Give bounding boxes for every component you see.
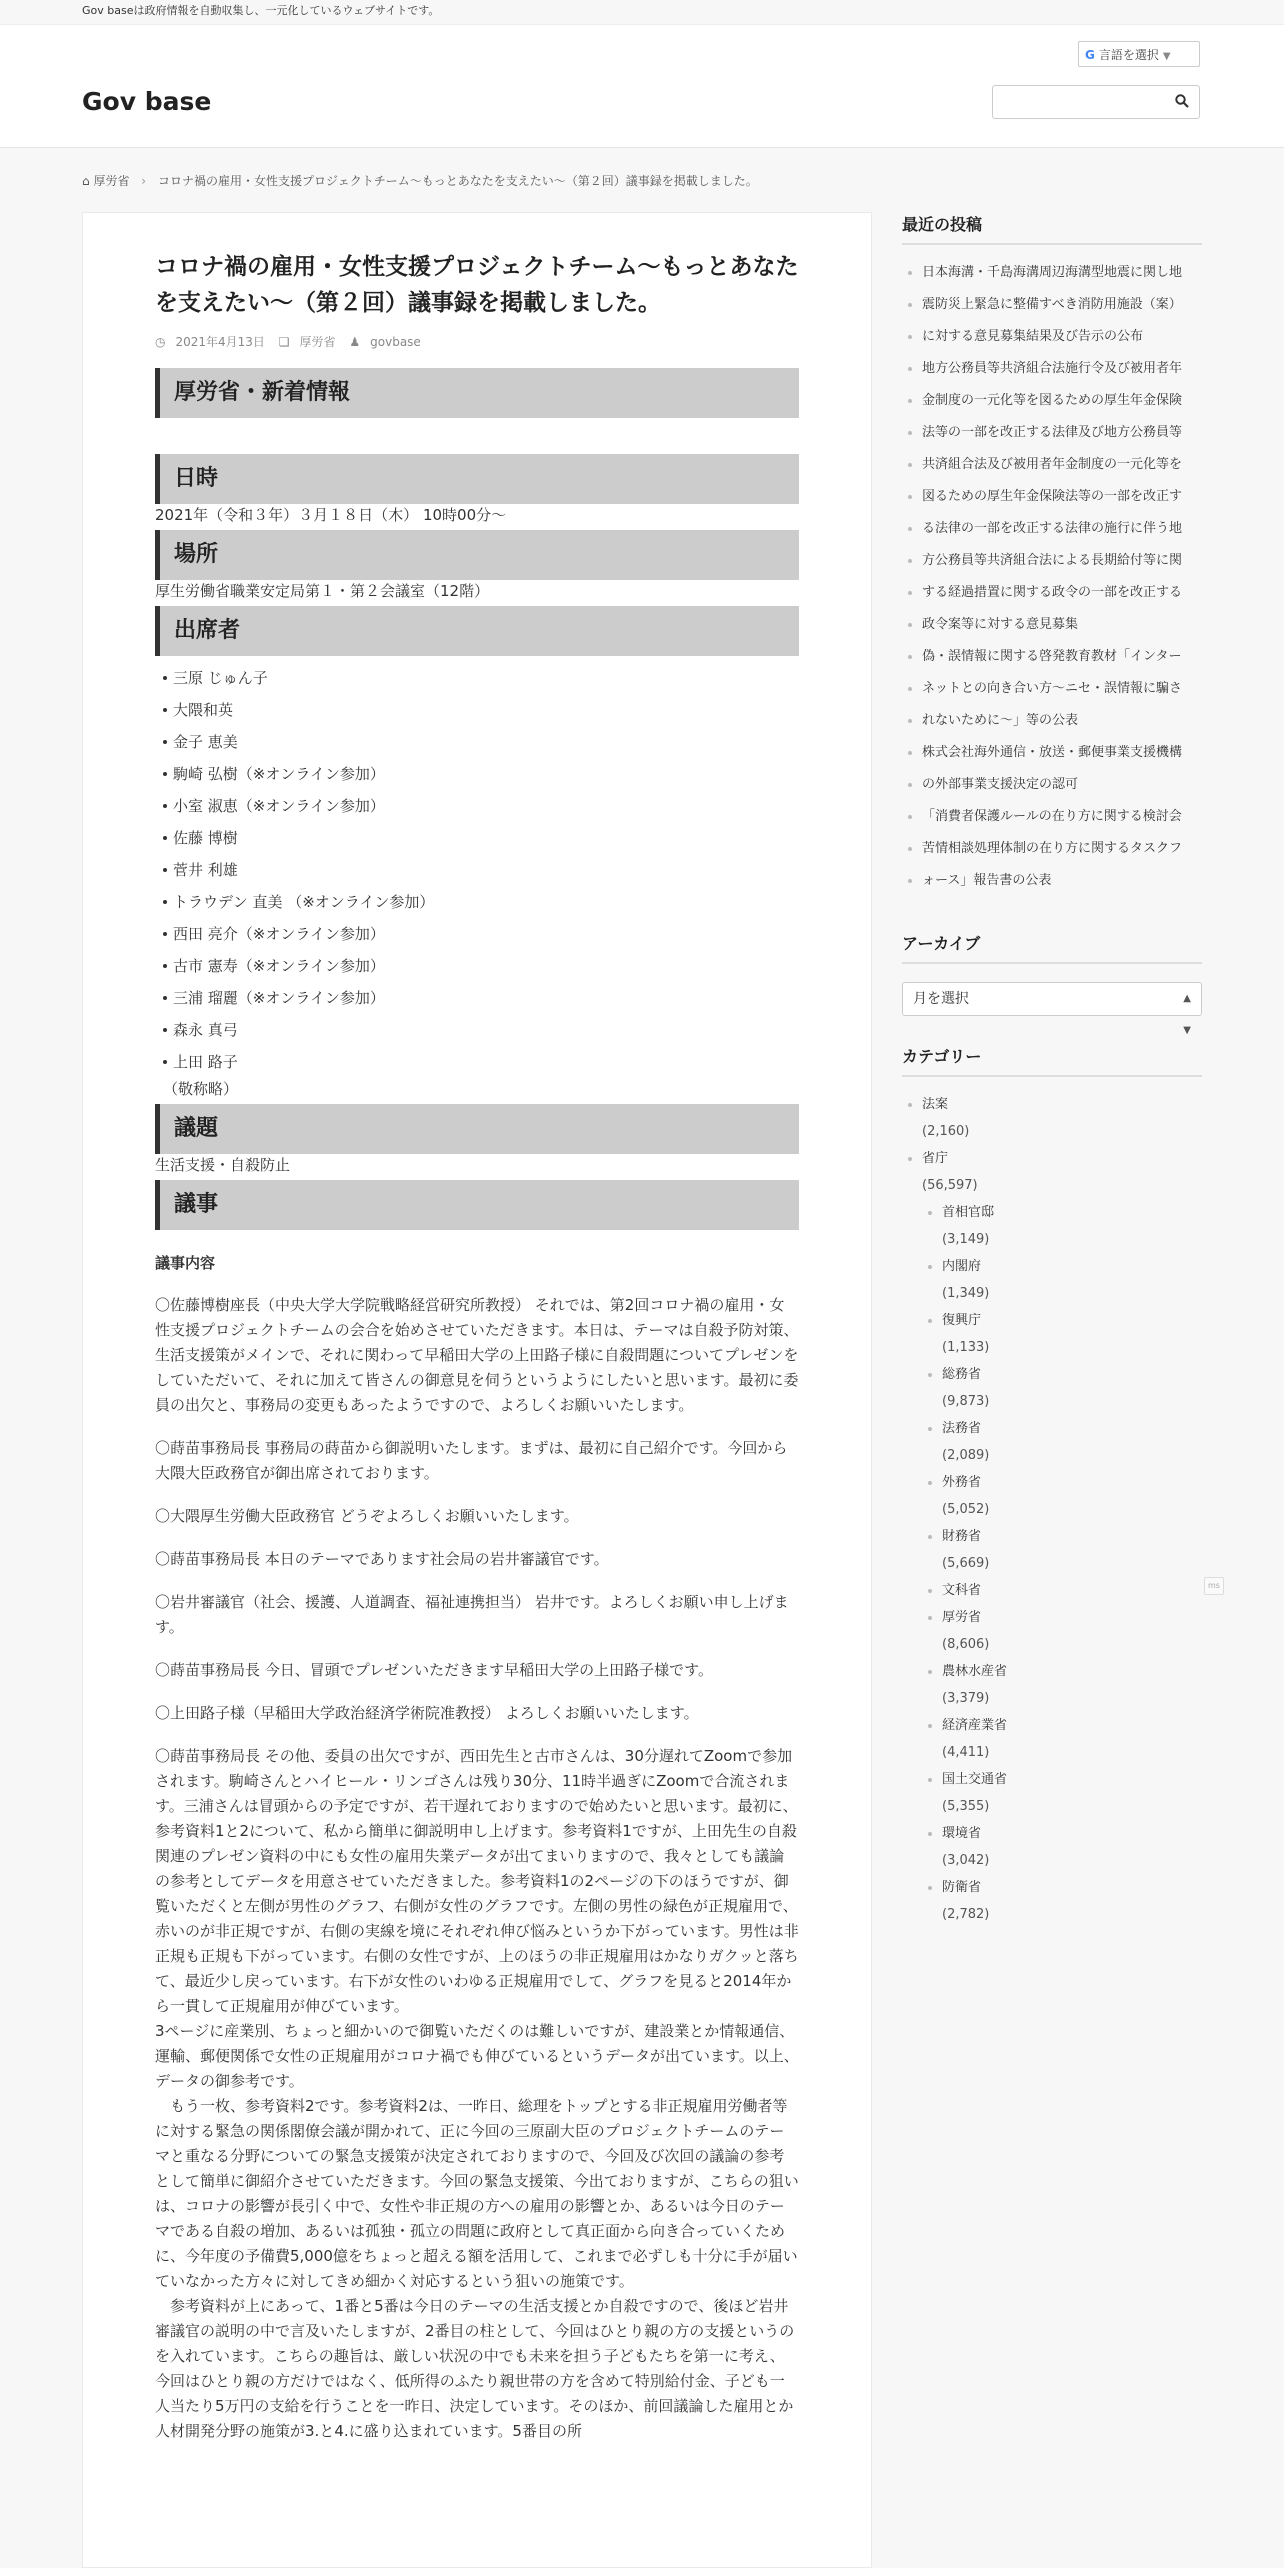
recent-post-link[interactable]: 偽・誤情報に関する啓発教育教材「インター (902, 641, 1202, 673)
breadcrumb-current: コロナ禍の雇用・女性支援プロジェクトチーム〜もっとあなたを支えたい〜（第２回）議事録を掲載しました。 (157, 174, 758, 188)
list-item: 古市 憲寿（※オンライン参加） (163, 950, 799, 982)
minutes-paragraph: 〇上田路子様（早稲田大学政治経済学術院准教授） よろしくお願いいたします。 (155, 1704, 699, 1722)
chevron-down-icon: ▼ (1162, 51, 1171, 62)
main-content (82, 212, 872, 2568)
chevron-right-icon: › (141, 174, 147, 188)
minutes-paragraph: 〇蒔苗事務局長 本日のテーマであります社会局の岩井審議官です。 (155, 1550, 609, 1568)
recent-post-link[interactable]: 地方公務員等共済組合法施行令及び被用者年 (902, 353, 1202, 385)
recent-post-link[interactable]: する経過措置に関する政令の一部を改正する (902, 577, 1202, 609)
honorific-note: （敬称略） (163, 1080, 239, 1098)
category-name[interactable]: 文科省 (942, 1583, 982, 1598)
folder-icon: ❏ (278, 335, 290, 349)
list-item: 森永 真弓 (163, 1014, 799, 1046)
article-author[interactable]: govbase (370, 335, 421, 349)
search-box (992, 85, 1200, 119)
category-count: (2,160) (922, 1124, 970, 1139)
article-date: 2021年4月13日 (175, 335, 265, 349)
archive-select-value: 月を選択 (913, 991, 969, 1007)
section-heading-place: 場所 (155, 530, 799, 580)
category-name[interactable]: 財務省 (942, 1529, 982, 1544)
category-item[interactable] (922, 1523, 1202, 1577)
minutes-paragraph: 〇蒔苗事務局長 今日、冒頭でプレゼンいただきます早稲田大学の上田路子様です。 (155, 1661, 713, 1679)
category-count: (9,873) (942, 1394, 990, 1409)
section-heading-attendees: 出席者 (155, 606, 799, 656)
category-count: (56,597) (922, 1178, 978, 1193)
category-count: (3,149) (942, 1232, 990, 1247)
breadcrumb (82, 172, 758, 189)
category-count: (2,782) (942, 1907, 990, 1922)
category-count: (3,042) (942, 1853, 990, 1868)
recent-post-link[interactable]: 株式会社海外通信・放送・郵便事業支援機構 (902, 737, 1202, 769)
site-notice: Gov baseは政府情報を自動収集し、一元化しているウェブサイトです。 (0, 0, 1284, 25)
recent-post-link[interactable]: 政令案等に対する意見募集 (902, 609, 1202, 641)
article (155, 249, 799, 2444)
subcategory-list (922, 1199, 1220, 1928)
list-item: 三浦 瑠麗（※オンライン参加） (163, 982, 799, 1014)
list-item: 金子 恵美 (163, 726, 799, 758)
archive-title: アーカイブ (902, 931, 1202, 964)
category-item[interactable] (922, 1307, 1202, 1361)
breadcrumb-home-link[interactable]: 厚労省 (93, 174, 130, 188)
recent-post-link[interactable]: 共済組合法及び被用者年金制度の一元化等を (902, 449, 1202, 481)
recent-post-link[interactable]: 日本海溝・千島海溝周辺海溝型地震に関し地 (902, 257, 1202, 289)
article-title: コロナ禍の雇用・女性支援プロジェクトチーム〜もっとあなたを支えたい〜（第２回）議事録を掲載しました。 (155, 254, 799, 316)
category-item[interactable] (922, 1820, 1202, 1874)
recent-post-link[interactable]: 方公務員等共済組合法による長期給付等に関 (902, 545, 1202, 577)
category-name[interactable]: 厚労省 (942, 1610, 982, 1625)
minutes-paragraph: 〇佐藤博樹座長（中央大学大学院戦略経営研究所教授） それでは、第2回コロナ禍の雇用・女性支援プロジェクトチームの会合を始めさせていただきます。本日は、テーマは自殺予防対策、生活支援策がメインで、それに関わって早稲田大学の上田路子様に自殺問題についてプレゼンをしていただいて、それに加えて皆さんの御意見を伺うというようにしたいと思います。最初に委員の出欠と、事務局の変更もあったようですので、よろしくお願いいたします。 (155, 1296, 799, 1414)
category-item[interactable] (922, 1361, 1202, 1415)
list-item: 上田 路子 (163, 1046, 799, 1078)
category-name[interactable]: 首相官邸 (942, 1205, 995, 1220)
category-count: (4,411) (942, 1745, 990, 1760)
minutes-paragraph: 〇蒔苗事務局長 その他、委員の出欠ですが、西田先生と古市さんは、30分遅れてZoomで参加されます。駒崎さんとハイヒール・リンゴさんは残り30分、11時半過ぎにZoomで合流されます。三浦さんは冒頭からの予定ですが、若干遅れておりますので始めたいと思います。最初に、参考資料1と2について、私から簡単に御説明申し上げます。参考資料1ですが、上田先生の自殺関連のプレゼン資料の中にも女性の雇用失業データが出てまいりますので、我々としても議論の参考としてデータを用意させていただきました。参考資料1の2ページの下のほうですが、御覧いただくと左側が男性のグラフ、右側が女性のグラフです。左側の男性の緑色が正規雇用で、赤いのが非正規ですが、右側の実線を境にそれぞれ伸び悩みというか下がっています。男性は非正規も正規も下がっています。右側の女性ですが、上のほうの非正規雇用はかなりガクッと落ちて、最近少し戻っています。右下が女性のいわゆる正規雇用でして、グラフを見ると2014年から一貫して正規雇用が伸びています。 (155, 1747, 799, 2015)
category-item[interactable] (922, 1604, 1202, 1658)
list-item: 西田 亮介（※オンライン参加） (163, 918, 799, 950)
recent-post-link[interactable]: 図るための厚生年金保険法等の一部を改正す (902, 481, 1202, 513)
recent-post-link[interactable]: 金制度の一元化等を図るための厚生年金保険 (902, 385, 1202, 417)
recent-post-link[interactable]: の外部事業支援決定の認可 (902, 769, 1202, 801)
list-item: 佐藤 博樹 (163, 822, 799, 854)
place-text: 厚生労働省職業安定局第１・第２会議室（12階） (155, 582, 490, 600)
recent-post-link[interactable]: 法等の一部を改正する法律及び地方公務員等 (902, 417, 1202, 449)
select-arrows-icon: ▲ ▼ (1183, 993, 1191, 1036)
list-item: 三原 じゅん子 (163, 662, 799, 694)
minutes-heading: 議事内容 (155, 1254, 216, 1272)
category-count: (5,052) (942, 1502, 990, 1517)
google-logo-icon: G (1085, 48, 1095, 62)
category-count: (1,133) (942, 1340, 990, 1355)
list-item: 大隈和英 (163, 694, 799, 726)
section-heading-agenda: 議題 (155, 1104, 799, 1154)
category-name[interactable]: 総務省 (942, 1367, 982, 1382)
category-name[interactable]: 省庁 (922, 1151, 949, 1166)
category-item[interactable] (922, 1766, 1202, 1820)
list-item: 菅井 利雄 (163, 854, 799, 886)
minutes-body (155, 1293, 799, 2444)
category-title: カテゴリー (902, 1044, 1202, 1077)
category-name[interactable]: 農林水産省 (942, 1664, 1008, 1679)
category-count: (3,379) (942, 1691, 990, 1706)
category-count: (2,089) (942, 1448, 990, 1463)
category-item[interactable] (922, 1199, 1202, 1253)
category-name[interactable]: 復興庁 (942, 1313, 982, 1328)
recent-post-link[interactable]: れないために〜」等の公表 (902, 705, 1202, 737)
category-name[interactable]: 環境省 (942, 1826, 982, 1841)
category-item[interactable] (922, 1415, 1202, 1469)
recent-post-link[interactable]: 震防災上緊急に整備すべき消防用施設（案） (902, 289, 1202, 321)
category-item[interactable] (922, 1253, 1202, 1307)
sidebar (902, 212, 1220, 1928)
article-category[interactable]: 厚労省 (299, 335, 336, 349)
clock-icon: ◷ (155, 335, 166, 349)
category-badge: ms (1204, 1577, 1224, 1595)
minutes-paragraph: 〇蒔苗事務局長 事務局の蒔苗から御説明いたします。まずは、最初に自己紹介です。今回から大隈大臣政務官が御出席されております。 (155, 1439, 788, 1482)
category-item[interactable] (902, 1145, 1220, 1928)
category-name[interactable]: 法案 (922, 1097, 949, 1112)
category-count: (5,355) (942, 1799, 990, 1814)
category-name[interactable]: 国土交通省 (942, 1772, 1008, 1787)
minutes-paragraph: 3ページに産業別、ちょっと細かいので御覧いただくのは難しいですが、建設業とか情報通信、運輸、郵便関係で女性の正規雇用がコロナ禍でも伸びているというデータが出ています。以上、データの御参考です。 (155, 2022, 799, 2090)
category-count: (8,606) (942, 1637, 990, 1652)
category-name[interactable]: 外務省 (942, 1475, 982, 1490)
recent-post-link[interactable]: 「消費者保護ルールの在り方に関する検討会 (902, 801, 1202, 833)
minutes-paragraph: もう一枚、参考資料2です。参考資料2は、一昨日、総理をトップとする非正規雇用労働者等に対する緊急の関係閣僚会議が開かれて、正に今回の三原副大臣のプロジェクトチームのテーマと重なる分野についての緊急支援策が決定されておりますので、今回及び次回の議論の参考として簡単に御紹介させていただきます。今回の緊急支援策、今出ておりますが、こちらの狙いは、コロナの影響が長引く中で、女性や非正規の方への雇用の影響とか、あるいは今日のテーマである自殺の増加、あるいは孤独・孤立の問題に政府として真正面から向き合っていくために、今年度の予備費5,000億をちょっと超える額を活用して、これまで必ずしも十分に手が届いていなかった方々に対してきめ細かく対応するという狙いの施策です。 (155, 2097, 799, 2290)
category-item[interactable] (922, 1658, 1202, 1712)
section-heading-minutes: 議事 (155, 1180, 799, 1230)
list-item: 小室 淑恵（※オンライン参加） (163, 790, 799, 822)
recent-post-link[interactable]: ネットとの向き合い方〜ニセ・誤情報に騙さ (902, 673, 1202, 705)
category-item[interactable] (922, 1874, 1202, 1928)
category-item[interactable] (922, 1469, 1202, 1523)
language-select[interactable] (1078, 41, 1200, 67)
category-list (902, 1091, 1220, 1928)
language-select-label: 言語を選択 (1098, 48, 1159, 62)
recent-post-link[interactable]: 苦情相談処理体制の在り方に関するタスクフ (902, 833, 1202, 865)
section-heading-date: 日時 (155, 454, 799, 504)
category-count: (5,669) (942, 1556, 990, 1571)
category-item[interactable] (922, 1577, 1220, 1604)
archive-select[interactable] (902, 982, 1202, 1036)
agenda-text: 生活支援・自殺防止 (155, 1156, 291, 1174)
site-header (0, 25, 1284, 148)
recent-posts-list (902, 257, 1202, 897)
site-title[interactable]: Gov base (82, 87, 212, 116)
minutes-paragraph: 〇岩井審議官（社会、援護、人道調査、福祉連携担当） 岩井です。よろしくお願い申し上げます。 (155, 1593, 789, 1636)
category-item[interactable] (902, 1091, 1202, 1145)
list-item: 駒崎 弘樹（※オンライン参加） (163, 758, 799, 790)
attendee-list (155, 662, 799, 1078)
section-heading-news: 厚労省・新着情報 (155, 368, 799, 418)
category-name[interactable]: 法務省 (942, 1421, 982, 1436)
category-name[interactable]: 防衛省 (942, 1880, 982, 1895)
home-icon: ⌂ (82, 174, 90, 188)
category-item[interactable] (922, 1712, 1202, 1766)
category-name[interactable]: 経済産業省 (942, 1718, 1008, 1733)
category-name[interactable]: 内閣府 (942, 1259, 982, 1274)
recent-posts-title: 最近の投稿 (902, 212, 1202, 245)
article-meta (155, 333, 799, 350)
search-input[interactable] (997, 87, 1171, 119)
recent-post-link[interactable]: ォース」報告書の公表 (902, 865, 1202, 897)
recent-post-link[interactable]: る法律の一部を改正する法律の施行に伴う地 (902, 513, 1202, 545)
user-icon: ♟ (349, 335, 361, 349)
minutes-paragraph: 〇大隈厚生労働大臣政務官 どうぞよろしくお願いいたします。 (155, 1507, 579, 1525)
date-text: 2021年（令和３年）３月１８日（木） 10時00分〜 (155, 506, 507, 524)
minutes-paragraph: 参考資料が上にあって、1番と5番は今日のテーマの生活支援とか自殺ですので、後ほど岩井審議官の説明の中で言及いたしますが、2番目の柱として、今回はひとり親の方の支援というのを入れています。こちらの趣旨は、厳しい状況の中でも未来を担う子どもたちを第一に考え、今回はひとり親の方だけではなく、低所得のふたり親世帯の方を含めて特別給付金、子ども一人当たり5万円の支給を行うことを一昨日、決定しています。そのほか、前回議論した雇用とか人材開発分野の施策が3.と4.に盛り込まれています。5番目の所 (155, 2297, 795, 2440)
list-item: トラウデン 直美 （※オンライン参加） (163, 886, 799, 918)
recent-post-link[interactable]: に対する意見募集結果及び告示の公布 (902, 321, 1202, 353)
category-count: (1,349) (942, 1286, 990, 1301)
search-icon[interactable] (1175, 94, 1189, 108)
